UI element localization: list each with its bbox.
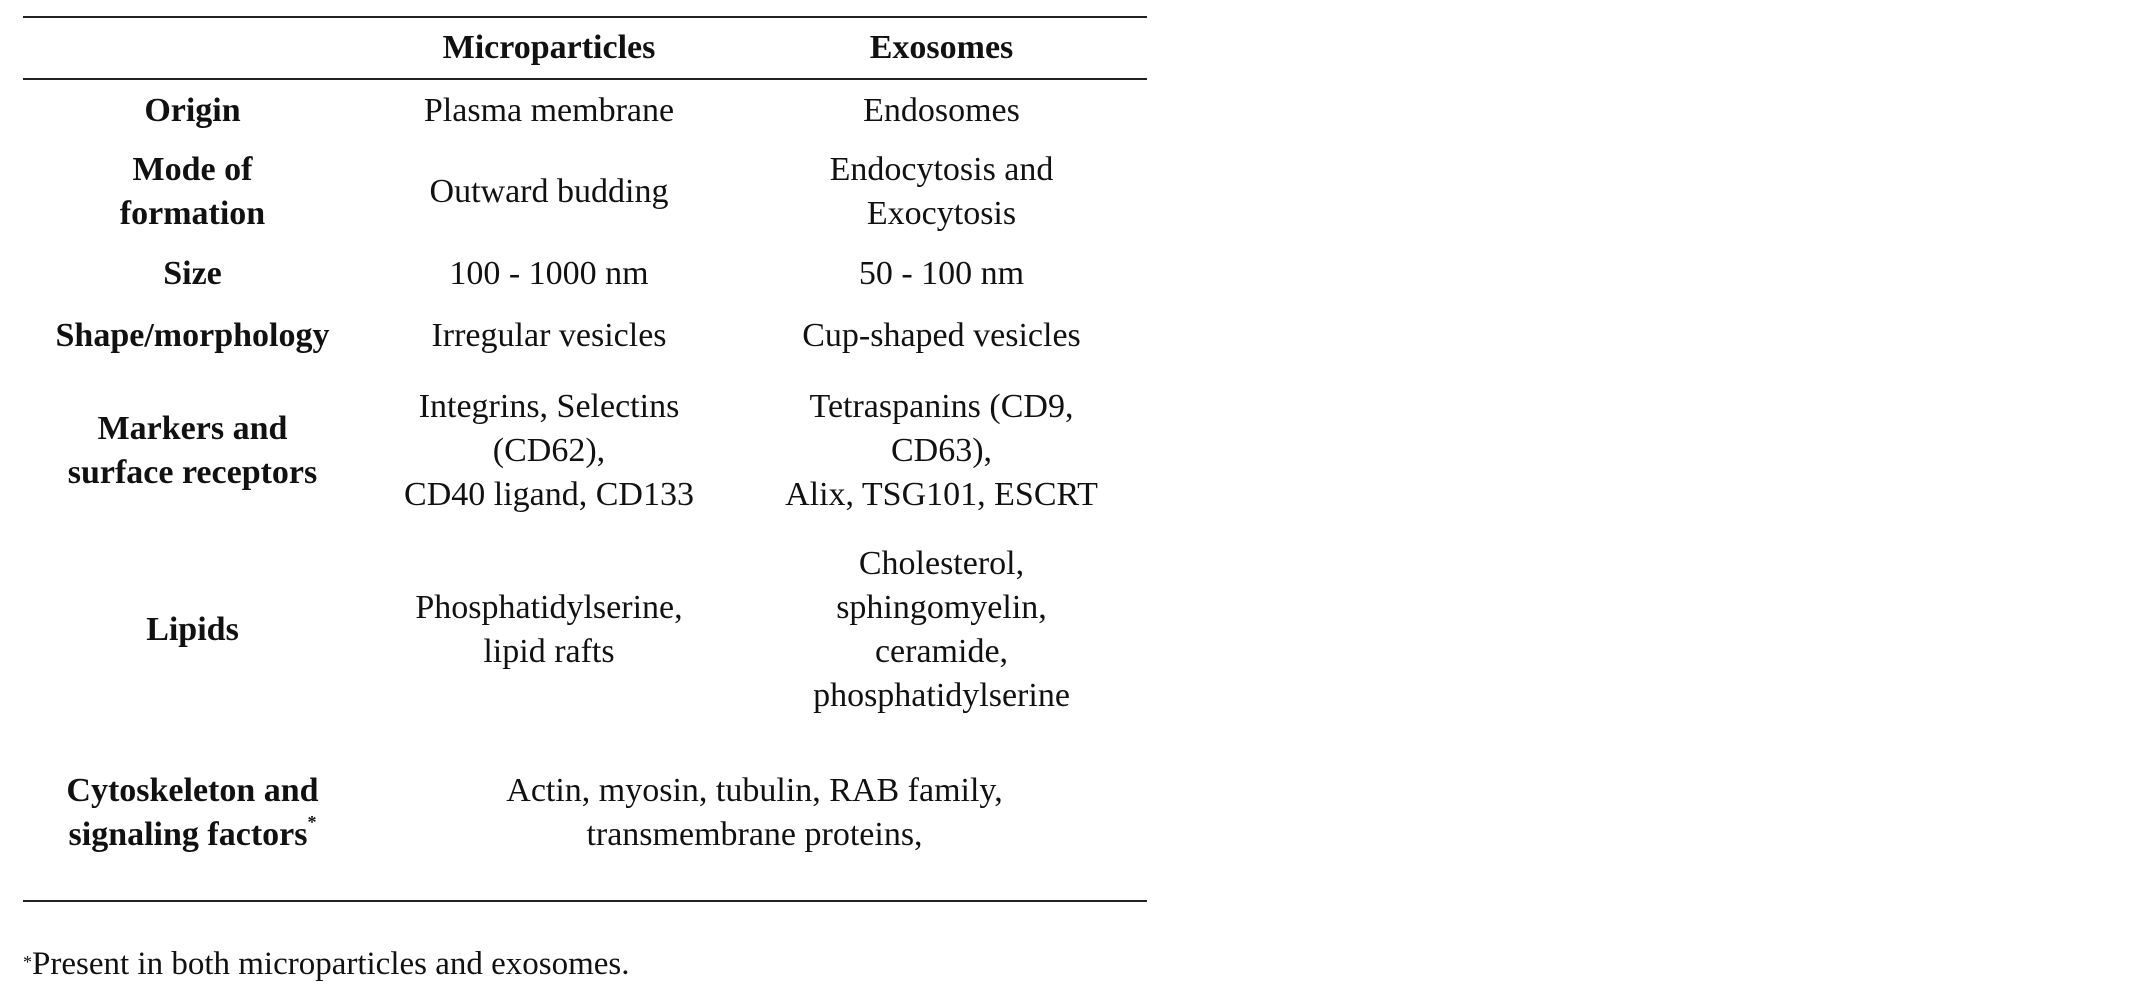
cell-lipids-exosomes [736, 535, 1147, 725]
cell-line: Phosphatidylserine, [415, 589, 683, 626]
cell-line: (CD62), [492, 432, 606, 469]
cell-line: Endocytosis and [829, 151, 1054, 188]
cell-line: Alix, TSG101, ESCRT [785, 476, 1098, 513]
cell-line: lipid rafts [483, 633, 615, 670]
cell-markers-exosomes [736, 367, 1147, 535]
cell-line: Cholesterol, [858, 545, 1025, 582]
cell-lipids-microparticles [362, 535, 736, 725]
table-row-mode-of-formation [23, 141, 1147, 243]
cell-line: Endosomes [863, 91, 1020, 129]
cell-origin-exosomes [736, 79, 1147, 141]
header-blank-cell [23, 17, 362, 79]
row-label-markers [23, 367, 362, 535]
row-label-origin [23, 79, 362, 141]
cell-size-exosomes [736, 243, 1147, 305]
cell-mode-exosomes [736, 141, 1147, 243]
cell-markers-microparticles [362, 367, 736, 535]
table-footnote [23, 944, 630, 988]
cell-cytoskeleton-shared [362, 725, 1147, 901]
cell-line: Actin, myosin, tubulin, RAB family, [506, 771, 1003, 809]
footnote-marker: * [307, 812, 317, 833]
row-label-line: Cytoskeleton and [66, 771, 319, 809]
table-row-cytoskeleton [23, 725, 1147, 901]
header-row [23, 17, 1147, 79]
cell-line: CD40 ligand, CD133 [404, 476, 694, 513]
cell-line: Cup-shaped vesicles [802, 317, 1081, 354]
row-label-line: Markers and [97, 410, 288, 447]
comparison-table [23, 16, 1147, 902]
cell-line: ceramide, [874, 633, 1009, 670]
footnote-text: Present in both microparticles and exosomes. [32, 946, 630, 982]
cell-shape-exosomes [736, 305, 1147, 367]
cell-mode-microparticles [362, 141, 736, 243]
cell-size-microparticles [362, 243, 736, 305]
footnote-marker: * [23, 952, 32, 972]
row-label-line: Origin [144, 91, 241, 129]
row-label-mode-of-formation [23, 141, 362, 243]
cell-line: phosphatidylserine [813, 677, 1070, 714]
cell-line: transmembrane proteins, [586, 815, 923, 853]
table-row-shape-morphology [23, 305, 1147, 367]
table-body [23, 79, 1147, 901]
cell-line: Plasma membrane [423, 91, 675, 129]
cell-line: Irregular vesicles [431, 317, 667, 354]
header-microparticles: Microparticles [442, 29, 656, 66]
row-label-line [27, 813, 358, 857]
row-label-line: Mode of [132, 151, 253, 188]
cell-line: Outward budding [429, 173, 669, 210]
cell-line: CD63), [890, 432, 993, 469]
cell-line: Exocytosis [866, 195, 1017, 232]
row-label-line: Lipids [146, 611, 239, 648]
row-label-size [23, 243, 362, 305]
row-label-text: signaling factors [68, 815, 308, 853]
row-label-lipids [23, 535, 362, 725]
table-row-lipids [23, 535, 1147, 725]
row-label-line: Size [163, 255, 222, 292]
table-row-size [23, 243, 1147, 305]
table-row-markers [23, 367, 1147, 535]
table-row-origin [23, 79, 1147, 141]
cell-line: Integrins, Selectins [418, 388, 680, 425]
cell-line: 50 - 100 nm [858, 255, 1025, 292]
header-exosomes: Exosomes [869, 29, 1014, 66]
row-label-line: surface receptors [67, 454, 318, 491]
cell-line: sphingomyelin, [836, 589, 1047, 626]
cell-origin-microparticles [362, 79, 736, 141]
cell-line: 100 - 1000 nm [449, 255, 649, 292]
row-label-cytoskeleton [23, 725, 362, 901]
cell-line: Tetraspanins (CD9, [809, 388, 1074, 425]
row-label-line: formation [119, 195, 266, 232]
row-label-line: Shape/morphology [55, 317, 330, 354]
cell-shape-microparticles [362, 305, 736, 367]
table-header [23, 17, 1147, 79]
row-label-shape-morphology [23, 305, 362, 367]
